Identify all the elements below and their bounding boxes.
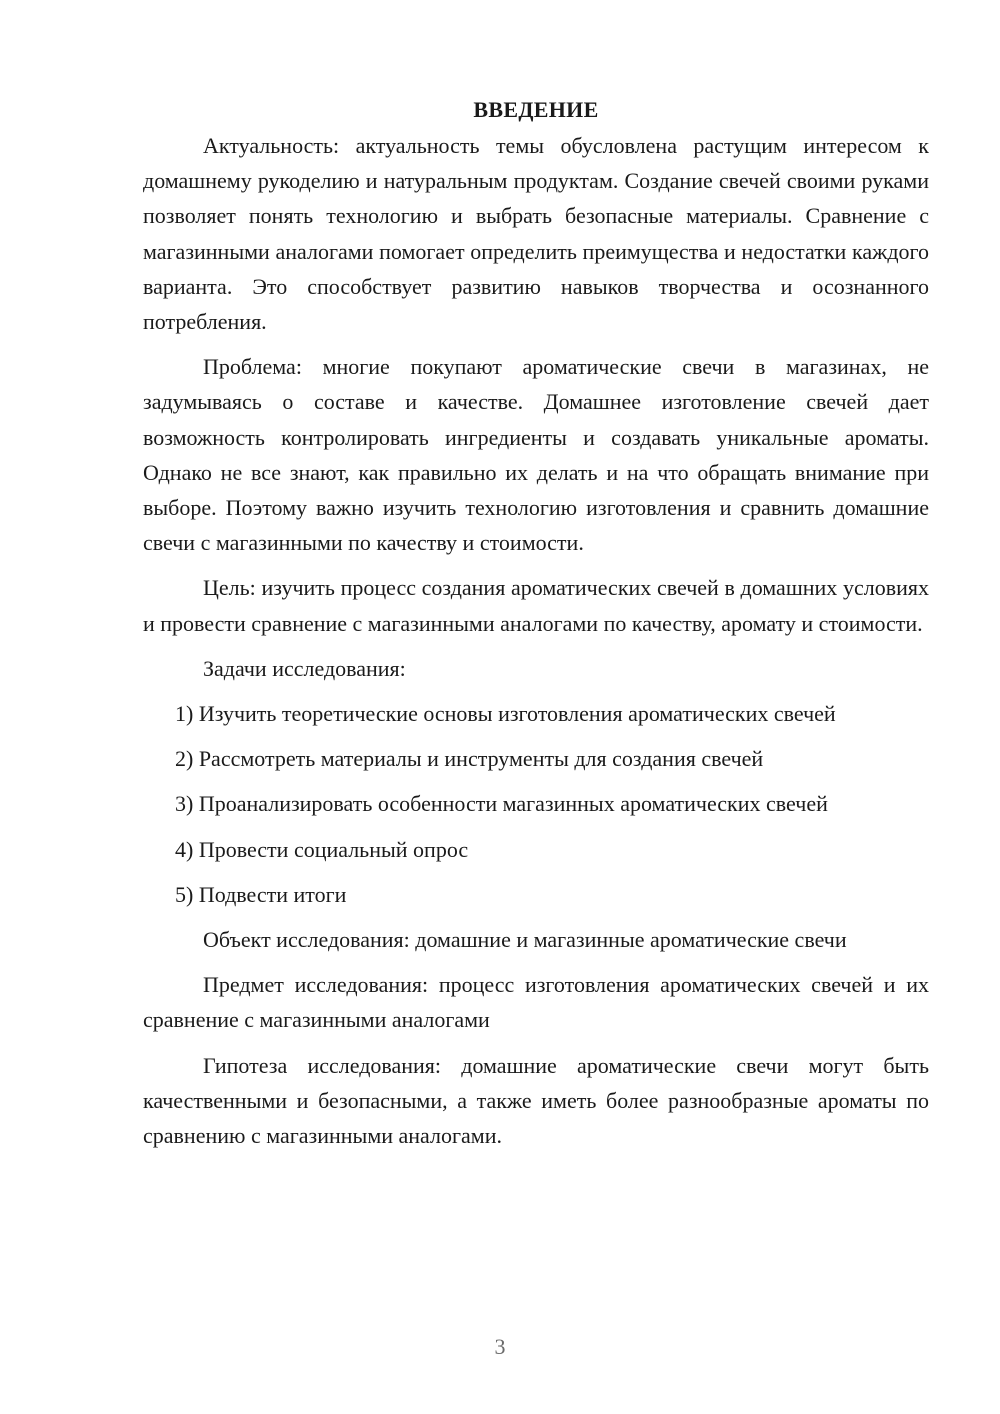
paragraph-goal: Цель: изучить процесс создания ароматических свечей в домашних условиях и провести сравнение с магазинными аналогами по качеству, аромату и стоимости. [143, 575, 929, 636]
page-number: 3 [494, 1334, 506, 1359]
paragraph-subject: Предмет исследования: процесс изготовления ароматических свечей и их сравнение с магазинными аналогами [143, 972, 929, 1033]
paragraph-problem: Проблема: многие покупают ароматические свечи в магазинах, не задумываясь о составе и качестве. Домашнее изготовление свечей дает возможность контролировать ингредиенты и создавать уникальные ароматы. Однако не все знают, как правильно их делать и на что обращать внимание при выборе. Поэтому важно изучить технологию изготовления и сравнить домашние свечи с магазинными по качеству и стоимости. [143, 354, 929, 556]
tasks-list [143, 696, 929, 912]
paragraph-relevance: Актуальность: актуальность темы обусловлена растущим интересом к домашнему рукоделию и натуральным продуктам. Создание свечей своими руками позволяет понять технологию и выбрать безопасные материалы. Сравнение с магазинными аналогами помогает определить преимущества и недостатки каждого варианта. Это способствует развитию навыков творчества и осознанного потребления. [143, 133, 929, 335]
list-item: 4) Провести социальный опрос [175, 836, 469, 862]
paragraph-tasks-heading: Задачи исследования: [203, 655, 406, 681]
page-content [143, 94, 929, 1163]
list-item: 3) Проанализировать особенности магазинных ароматических свечей [175, 791, 828, 817]
list-item: 1) Изучить теоретические основы изготовления ароматических свечей [175, 701, 836, 727]
paragraph-hypothesis: Гипотеза исследования: домашние ароматические свечи могут быть качественными и безопасными, а также иметь более разнообразные ароматы по сравнению с магазинными аналогами. [143, 1052, 929, 1149]
list-item: 5) Подвести итоги [175, 881, 347, 907]
paragraph-object: Объект исследования: домашние и магазинные ароматические свечи [203, 927, 847, 953]
section-title: ВВЕДЕНИЕ [473, 97, 599, 122]
list-item: 2) Рассмотреть материалы и инструменты для создания свечей [175, 746, 764, 772]
